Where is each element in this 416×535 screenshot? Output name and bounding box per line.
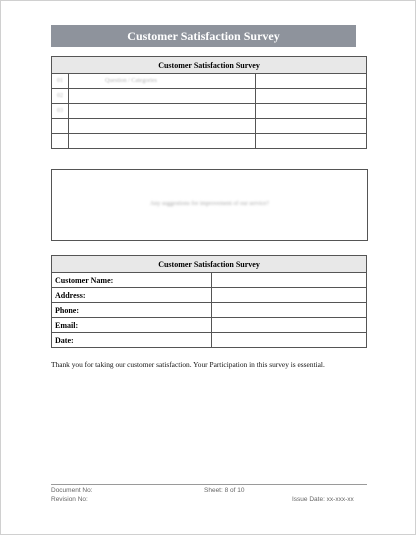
sheet-number: Sheet: 8 of 10 — [204, 487, 245, 494]
footer-divider — [51, 484, 367, 485]
table-row — [52, 104, 367, 119]
row-number — [52, 134, 69, 149]
table-row — [52, 134, 367, 149]
survey-table-header: Customer Satisfaction Survey — [52, 57, 367, 74]
survey-table — [51, 56, 367, 149]
table-row — [52, 119, 367, 134]
question-cell — [69, 104, 256, 119]
address-field — [212, 288, 367, 303]
table-row — [52, 333, 367, 348]
customer-table-header: Customer Satisfaction Survey — [52, 256, 367, 273]
revision-no: Revision No: — [51, 496, 88, 503]
phone-field — [212, 303, 367, 318]
address-label: Address: — [52, 288, 212, 303]
document-no: Document No: — [51, 487, 93, 494]
answer-cell — [256, 104, 367, 119]
table-row — [52, 303, 367, 318]
answer-cell — [256, 74, 367, 89]
page-title: Customer Satisfaction Survey — [51, 25, 356, 47]
table-row — [52, 89, 367, 104]
row-number — [52, 119, 69, 134]
question-cell — [69, 119, 256, 134]
email-label: Email: — [52, 318, 212, 333]
date-label: Date: — [52, 333, 212, 348]
table-row — [52, 318, 367, 333]
answer-cell — [256, 89, 367, 104]
table-row — [52, 273, 367, 288]
customer-name-label: Customer Name: — [52, 273, 212, 288]
suggestions-box — [51, 169, 368, 241]
phone-label: Phone: — [52, 303, 212, 318]
issue-date: Issue Date: xx-xxx-xx — [292, 496, 354, 503]
table-header-row — [52, 57, 367, 74]
answer-cell — [256, 119, 367, 134]
email-field — [212, 318, 367, 333]
customer-info-table — [51, 255, 367, 348]
answer-cell — [256, 134, 367, 149]
question-cell — [69, 89, 256, 104]
table-row — [52, 74, 367, 89]
row-number: 01 — [52, 74, 69, 89]
row-number: 03 — [52, 104, 69, 119]
customer-name-field — [212, 273, 367, 288]
suggestions-prompt: Any suggestions for improvement of our service? — [150, 201, 269, 207]
table-row — [52, 288, 367, 303]
thank-you-text: Thank you for taking our customer satisfaction. Your Participation in this survey is essential. — [51, 360, 325, 369]
table-header-row — [52, 256, 367, 273]
question-cell: Question / Categories — [69, 74, 256, 89]
row-number: 02 — [52, 89, 69, 104]
date-field — [212, 333, 367, 348]
question-cell — [69, 134, 256, 149]
